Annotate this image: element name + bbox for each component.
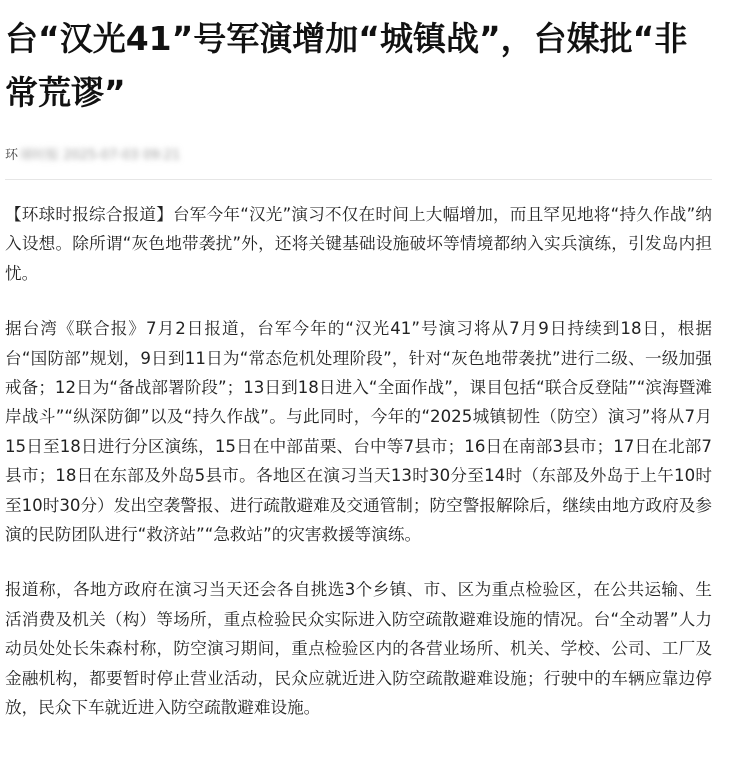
paragraph-3: 报道称，各地方政府在演习当天还会各自挑选3个乡镇、市、区为重点检验区，在公共运输、生活消费及机关（构）等场所，重点检验民众实际进入防空疏散避难设施的情况。台“全动署”人力动员处处长朱森村称，防空演习期间，重点检验区内的各营业场所、机关、学校、公司、工厂及金融机构，都要暂时停止营业活动，民众应就近进入防空疏散避难设施；行驶中的车辆应靠边停放，民众下车就近进入防空疏散避难设施。	[5, 580, 712, 718]
meta-divider	[5, 179, 712, 180]
article-title: 台“汉光41”号军演增加“城镇战”，台媒批“非常荒谬”	[5, 19, 688, 112]
article-meta-blurred: 球时报 2025-07-03 09:21	[20, 148, 181, 163]
paragraph-1: 【环球时报综合报道】台军今年“汉光”演习不仅在时间上大幅增加，而且罕见地将“持久作战”纳入设想。除所谓“灰色地带袭扰”外，还将关键基础设施破坏等情境都纳入实兵演练，引发岛内担忧。	[5, 205, 712, 283]
article-source: 环	[5, 148, 19, 163]
paragraph-2: 据台湾《联合报》7月2日报道，台军今年的“汉光41”号演习将从7月9日持续到18日，根据台“国防部”规划，9日到11日为“常态危机处理阶段”，针对“灰色地带袭扰”进行二级、一级加强戒备；12日为“备战部署阶段”；13日到18日进入“全面作战”，课目包括“联合反登陆”“滨海暨滩岸战斗”“纵深防御”以及“持久作战”。与此同时，今年的“2025城镇韧性（防空）演习”将从7月15日至18日进行分区演练，15日在中部苗栗、台中等7县市；16日在南部3县市；17日在北部7县市；18日在东部及外岛5县市。各地区在演习当天13时30分至14时（东部及外岛于上午10时至10时30分）发出空袭警报、进行疏散避难及交通管制；防空警报解除后，继续由地方政府及参演的民防团队进行“救济站”“急救站”的灾害救援等演练。	[5, 319, 712, 545]
article-meta	[5, 146, 712, 166]
